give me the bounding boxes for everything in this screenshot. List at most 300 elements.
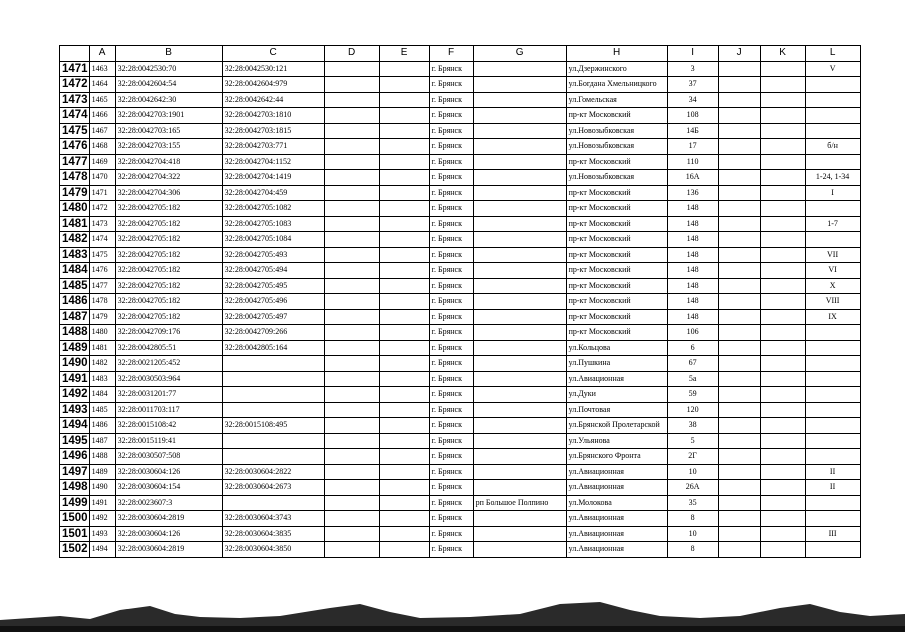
cell-g[interactable] — [473, 402, 566, 418]
row-number[interactable]: 1487 — [60, 309, 90, 325]
cell-f[interactable]: г. Брянск — [429, 309, 473, 325]
cell-h[interactable]: ул.Брянской Пролетарской — [566, 418, 667, 434]
cell-j[interactable] — [718, 108, 760, 124]
cell-f[interactable]: г. Брянск — [429, 495, 473, 511]
cell-e[interactable] — [379, 449, 429, 465]
column-header-e[interactable]: E — [379, 46, 429, 62]
cell-i[interactable]: 136 — [667, 185, 718, 201]
cell-a[interactable]: 1477 — [89, 278, 115, 294]
cell-i[interactable]: 26А — [667, 480, 718, 496]
cell-i[interactable]: 6 — [667, 340, 718, 356]
cell-l[interactable] — [805, 371, 860, 387]
cell-g[interactable]: рп Большое Полпино — [473, 495, 566, 511]
cell-c[interactable]: 32:28:0042704:1152 — [222, 154, 324, 170]
cell-a[interactable]: 1474 — [89, 232, 115, 248]
cell-e[interactable] — [379, 123, 429, 139]
cell-e[interactable] — [379, 511, 429, 527]
cell-b[interactable]: 32:28:0042703:1901 — [115, 108, 222, 124]
cell-k[interactable] — [760, 542, 805, 558]
cell-h[interactable]: ул.Почтовая — [566, 402, 667, 418]
cell-l[interactable] — [805, 387, 860, 403]
cell-g[interactable] — [473, 263, 566, 279]
cell-k[interactable] — [760, 108, 805, 124]
cell-h[interactable]: пр-кт Московский — [566, 278, 667, 294]
cell-g[interactable] — [473, 325, 566, 341]
cell-k[interactable] — [760, 449, 805, 465]
row-number[interactable]: 1500 — [60, 511, 90, 527]
cell-g[interactable] — [473, 480, 566, 496]
cell-i[interactable]: 37 — [667, 77, 718, 93]
cell-h[interactable]: ул.Авиационная — [566, 371, 667, 387]
cell-d[interactable] — [324, 263, 379, 279]
cell-h[interactable]: ул.Авиационная — [566, 480, 667, 496]
cell-g[interactable] — [473, 92, 566, 108]
cell-h[interactable]: пр-кт Московский — [566, 247, 667, 263]
cell-d[interactable] — [324, 526, 379, 542]
cell-c[interactable]: 32:28:0042703:771 — [222, 139, 324, 155]
cell-b[interactable]: 32:28:0042709:176 — [115, 325, 222, 341]
cell-a[interactable]: 1481 — [89, 340, 115, 356]
cell-d[interactable] — [324, 511, 379, 527]
cell-c[interactable]: 32:28:0042705:495 — [222, 278, 324, 294]
cell-h[interactable]: ул.Дуки — [566, 387, 667, 403]
cell-l[interactable]: 1-7 — [805, 216, 860, 232]
cell-h[interactable]: пр-кт Московский — [566, 201, 667, 217]
cell-f[interactable]: г. Брянск — [429, 340, 473, 356]
row-number[interactable]: 1482 — [60, 232, 90, 248]
cell-e[interactable] — [379, 139, 429, 155]
cell-f[interactable]: г. Брянск — [429, 402, 473, 418]
cell-c[interactable]: 32:28:0030604:2673 — [222, 480, 324, 496]
cell-f[interactable]: г. Брянск — [429, 185, 473, 201]
cell-j[interactable] — [718, 387, 760, 403]
cell-c[interactable]: 32:28:0030604:3743 — [222, 511, 324, 527]
cell-f[interactable]: г. Брянск — [429, 511, 473, 527]
cell-k[interactable] — [760, 356, 805, 372]
cell-k[interactable] — [760, 247, 805, 263]
cell-d[interactable] — [324, 139, 379, 155]
cell-c[interactable]: 32:28:0042703:1815 — [222, 123, 324, 139]
cell-j[interactable] — [718, 495, 760, 511]
column-header-g[interactable]: G — [473, 46, 566, 62]
cell-h[interactable]: пр-кт Московский — [566, 232, 667, 248]
cell-g[interactable] — [473, 418, 566, 434]
cell-a[interactable]: 1475 — [89, 247, 115, 263]
row-number[interactable]: 1483 — [60, 247, 90, 263]
cell-j[interactable] — [718, 201, 760, 217]
cell-h[interactable]: ул.Авиационная — [566, 526, 667, 542]
cell-b[interactable]: 32:28:0042703:155 — [115, 139, 222, 155]
cell-f[interactable]: г. Брянск — [429, 154, 473, 170]
cell-h[interactable]: пр-кт Московский — [566, 108, 667, 124]
cell-d[interactable] — [324, 278, 379, 294]
cell-d[interactable] — [324, 340, 379, 356]
row-number[interactable]: 1485 — [60, 278, 90, 294]
cell-d[interactable] — [324, 309, 379, 325]
cell-l[interactable]: II — [805, 464, 860, 480]
row-number[interactable]: 1494 — [60, 418, 90, 434]
cell-a[interactable]: 1494 — [89, 542, 115, 558]
cell-i[interactable]: 148 — [667, 201, 718, 217]
column-header-c[interactable]: C — [222, 46, 324, 62]
cell-b[interactable]: 32:28:0042604:54 — [115, 77, 222, 93]
cell-h[interactable]: пр-кт Московский — [566, 154, 667, 170]
cell-a[interactable]: 1486 — [89, 418, 115, 434]
cell-f[interactable]: г. Брянск — [429, 356, 473, 372]
row-number[interactable]: 1490 — [60, 356, 90, 372]
cell-f[interactable]: г. Брянск — [429, 294, 473, 310]
cell-c[interactable]: 32:28:0042705:494 — [222, 263, 324, 279]
cell-i[interactable]: 8 — [667, 511, 718, 527]
cell-k[interactable] — [760, 526, 805, 542]
cell-e[interactable] — [379, 92, 429, 108]
cell-g[interactable] — [473, 542, 566, 558]
row-number[interactable]: 1498 — [60, 480, 90, 496]
cell-i[interactable]: 120 — [667, 402, 718, 418]
cell-e[interactable] — [379, 61, 429, 77]
cell-i[interactable]: 148 — [667, 247, 718, 263]
cell-h[interactable]: ул.Дзержинского — [566, 61, 667, 77]
cell-b[interactable]: 32:28:0011703:117 — [115, 402, 222, 418]
cell-i[interactable]: 16А — [667, 170, 718, 186]
cell-i[interactable]: 38 — [667, 418, 718, 434]
cell-j[interactable] — [718, 526, 760, 542]
cell-d[interactable] — [324, 480, 379, 496]
cell-l[interactable]: VII — [805, 247, 860, 263]
cell-f[interactable]: г. Брянск — [429, 139, 473, 155]
cell-c[interactable] — [222, 449, 324, 465]
cell-g[interactable] — [473, 139, 566, 155]
cell-b[interactable]: 32:28:0042704:418 — [115, 154, 222, 170]
cell-k[interactable] — [760, 371, 805, 387]
cell-j[interactable] — [718, 232, 760, 248]
cell-c[interactable] — [222, 371, 324, 387]
cell-g[interactable] — [473, 526, 566, 542]
cell-d[interactable] — [324, 449, 379, 465]
cell-g[interactable] — [473, 433, 566, 449]
row-number[interactable]: 1474 — [60, 108, 90, 124]
cell-l[interactable] — [805, 77, 860, 93]
cell-a[interactable]: 1490 — [89, 480, 115, 496]
cell-i[interactable]: 59 — [667, 387, 718, 403]
cell-l[interactable]: II — [805, 480, 860, 496]
cell-l[interactable]: VI — [805, 263, 860, 279]
cell-e[interactable] — [379, 263, 429, 279]
cell-l[interactable]: IX — [805, 309, 860, 325]
cell-b[interactable]: 32:28:0023607:3 — [115, 495, 222, 511]
cell-e[interactable] — [379, 356, 429, 372]
cell-a[interactable]: 1488 — [89, 449, 115, 465]
cell-d[interactable] — [324, 232, 379, 248]
cell-a[interactable]: 1468 — [89, 139, 115, 155]
row-number[interactable]: 1497 — [60, 464, 90, 480]
cell-e[interactable] — [379, 108, 429, 124]
column-header-a[interactable]: A — [89, 46, 115, 62]
cell-j[interactable] — [718, 418, 760, 434]
row-number[interactable]: 1472 — [60, 77, 90, 93]
cell-l[interactable]: V — [805, 61, 860, 77]
cell-a[interactable]: 1465 — [89, 92, 115, 108]
cell-c[interactable] — [222, 433, 324, 449]
cell-d[interactable] — [324, 247, 379, 263]
cell-c[interactable]: 32:28:0030604:2822 — [222, 464, 324, 480]
cell-a[interactable]: 1466 — [89, 108, 115, 124]
cell-i[interactable]: 148 — [667, 216, 718, 232]
row-number[interactable]: 1484 — [60, 263, 90, 279]
cell-e[interactable] — [379, 480, 429, 496]
cell-e[interactable] — [379, 433, 429, 449]
cell-a[interactable]: 1471 — [89, 185, 115, 201]
cell-g[interactable] — [473, 294, 566, 310]
cell-c[interactable]: 32:28:0030604:3835 — [222, 526, 324, 542]
cell-k[interactable] — [760, 232, 805, 248]
cell-b[interactable]: 32:28:0042805:51 — [115, 340, 222, 356]
cell-k[interactable] — [760, 433, 805, 449]
row-number[interactable]: 1488 — [60, 325, 90, 341]
cell-c[interactable]: 32:28:0042704:459 — [222, 185, 324, 201]
cell-j[interactable] — [718, 185, 760, 201]
column-header-rownum[interactable] — [60, 46, 90, 62]
cell-k[interactable] — [760, 402, 805, 418]
cell-e[interactable] — [379, 464, 429, 480]
cell-a[interactable]: 1478 — [89, 294, 115, 310]
cell-g[interactable] — [473, 387, 566, 403]
row-number[interactable]: 1492 — [60, 387, 90, 403]
cell-g[interactable] — [473, 247, 566, 263]
cell-i[interactable]: 108 — [667, 108, 718, 124]
cell-g[interactable] — [473, 449, 566, 465]
row-number[interactable]: 1473 — [60, 92, 90, 108]
cell-k[interactable] — [760, 511, 805, 527]
cell-e[interactable] — [379, 247, 429, 263]
cell-j[interactable] — [718, 402, 760, 418]
cell-d[interactable] — [324, 325, 379, 341]
cell-f[interactable]: г. Брянск — [429, 201, 473, 217]
cell-a[interactable]: 1470 — [89, 170, 115, 186]
cell-g[interactable] — [473, 232, 566, 248]
cell-j[interactable] — [718, 278, 760, 294]
cell-g[interactable] — [473, 185, 566, 201]
cell-h[interactable]: ул.Кольцова — [566, 340, 667, 356]
cell-g[interactable] — [473, 464, 566, 480]
cell-k[interactable] — [760, 495, 805, 511]
cell-e[interactable] — [379, 309, 429, 325]
cell-c[interactable]: 32:28:0042705:497 — [222, 309, 324, 325]
cell-f[interactable]: г. Брянск — [429, 123, 473, 139]
row-number[interactable]: 1493 — [60, 402, 90, 418]
cell-i[interactable]: 2Г — [667, 449, 718, 465]
cell-j[interactable] — [718, 216, 760, 232]
cell-k[interactable] — [760, 340, 805, 356]
cell-c[interactable]: 32:28:0042705:1084 — [222, 232, 324, 248]
cell-j[interactable] — [718, 542, 760, 558]
cell-k[interactable] — [760, 464, 805, 480]
cell-a[interactable]: 1472 — [89, 201, 115, 217]
cell-j[interactable] — [718, 154, 760, 170]
cell-b[interactable]: 32:28:0031201:77 — [115, 387, 222, 403]
cell-f[interactable]: г. Брянск — [429, 216, 473, 232]
cell-c[interactable] — [222, 495, 324, 511]
cell-h[interactable]: пр-кт Московский — [566, 309, 667, 325]
cell-k[interactable] — [760, 418, 805, 434]
cell-a[interactable]: 1469 — [89, 154, 115, 170]
cell-b[interactable]: 32:28:0042705:182 — [115, 201, 222, 217]
cell-l[interactable]: X — [805, 278, 860, 294]
cell-g[interactable] — [473, 309, 566, 325]
cell-l[interactable] — [805, 495, 860, 511]
cell-c[interactable] — [222, 387, 324, 403]
cell-l[interactable] — [805, 154, 860, 170]
cell-h[interactable]: ул.Брянского Фронта — [566, 449, 667, 465]
cell-i[interactable]: 17 — [667, 139, 718, 155]
row-number[interactable]: 1502 — [60, 542, 90, 558]
cell-g[interactable] — [473, 123, 566, 139]
cell-f[interactable]: г. Брянск — [429, 418, 473, 434]
row-number[interactable]: 1480 — [60, 201, 90, 217]
column-header-l[interactable]: L — [805, 46, 860, 62]
cell-f[interactable]: г. Брянск — [429, 92, 473, 108]
cell-h[interactable]: ул.Авиационная — [566, 511, 667, 527]
cell-k[interactable] — [760, 216, 805, 232]
cell-i[interactable]: 5 — [667, 433, 718, 449]
cell-c[interactable]: 32:28:0042705:496 — [222, 294, 324, 310]
cell-c[interactable]: 32:28:0042705:493 — [222, 247, 324, 263]
cell-i[interactable]: 5а — [667, 371, 718, 387]
cell-k[interactable] — [760, 294, 805, 310]
cell-k[interactable] — [760, 154, 805, 170]
cell-k[interactable] — [760, 387, 805, 403]
cell-a[interactable]: 1489 — [89, 464, 115, 480]
cell-f[interactable]: г. Брянск — [429, 247, 473, 263]
cell-l[interactable]: б/н — [805, 139, 860, 155]
cell-b[interactable]: 32:28:0042705:182 — [115, 247, 222, 263]
cell-b[interactable]: 32:28:0042642:30 — [115, 92, 222, 108]
cell-g[interactable] — [473, 511, 566, 527]
cell-b[interactable]: 32:28:0042530:70 — [115, 61, 222, 77]
cell-l[interactable]: 1-24, 1-34 — [805, 170, 860, 186]
cell-d[interactable] — [324, 154, 379, 170]
cell-d[interactable] — [324, 433, 379, 449]
cell-g[interactable] — [473, 216, 566, 232]
cell-f[interactable]: г. Брянск — [429, 449, 473, 465]
row-number[interactable]: 1486 — [60, 294, 90, 310]
cell-k[interactable] — [760, 139, 805, 155]
cell-k[interactable] — [760, 61, 805, 77]
column-header-k[interactable]: K — [760, 46, 805, 62]
cell-l[interactable] — [805, 92, 860, 108]
cell-k[interactable] — [760, 201, 805, 217]
cell-c[interactable]: 32:28:0042705:1082 — [222, 201, 324, 217]
cell-h[interactable]: ул.Новозыбковская — [566, 170, 667, 186]
cell-l[interactable] — [805, 356, 860, 372]
cell-c[interactable] — [222, 356, 324, 372]
cell-f[interactable]: г. Брянск — [429, 371, 473, 387]
cell-c[interactable]: 32:28:0042705:1083 — [222, 216, 324, 232]
cell-g[interactable] — [473, 340, 566, 356]
cell-d[interactable] — [324, 495, 379, 511]
cell-j[interactable] — [718, 464, 760, 480]
cell-c[interactable]: 32:28:0042709:266 — [222, 325, 324, 341]
cell-h[interactable]: ул.Новозыбковская — [566, 139, 667, 155]
cell-f[interactable]: г. Брянск — [429, 170, 473, 186]
cell-a[interactable]: 1467 — [89, 123, 115, 139]
cell-d[interactable] — [324, 542, 379, 558]
cell-j[interactable] — [718, 77, 760, 93]
row-number[interactable]: 1499 — [60, 495, 90, 511]
cell-b[interactable]: 32:28:0042705:182 — [115, 278, 222, 294]
cell-j[interactable] — [718, 92, 760, 108]
cell-i[interactable]: 10 — [667, 526, 718, 542]
cell-l[interactable] — [805, 108, 860, 124]
cell-a[interactable]: 1484 — [89, 387, 115, 403]
cell-b[interactable]: 32:28:0015108:42 — [115, 418, 222, 434]
cell-l[interactable]: VIII — [805, 294, 860, 310]
cell-i[interactable]: 148 — [667, 263, 718, 279]
cell-g[interactable] — [473, 77, 566, 93]
cell-d[interactable] — [324, 356, 379, 372]
cell-f[interactable]: г. Брянск — [429, 278, 473, 294]
cell-l[interactable] — [805, 340, 860, 356]
row-number[interactable]: 1496 — [60, 449, 90, 465]
cell-e[interactable] — [379, 216, 429, 232]
cell-b[interactable]: 32:28:0030507:508 — [115, 449, 222, 465]
cell-d[interactable] — [324, 170, 379, 186]
cell-b[interactable]: 32:28:0021205:452 — [115, 356, 222, 372]
cell-b[interactable]: 32:28:0030604:2819 — [115, 511, 222, 527]
cell-a[interactable]: 1483 — [89, 371, 115, 387]
cell-j[interactable] — [718, 449, 760, 465]
cell-l[interactable] — [805, 449, 860, 465]
row-number[interactable]: 1481 — [60, 216, 90, 232]
cell-j[interactable] — [718, 309, 760, 325]
cell-f[interactable]: г. Брянск — [429, 232, 473, 248]
cell-j[interactable] — [718, 480, 760, 496]
cell-f[interactable]: г. Брянск — [429, 526, 473, 542]
cell-c[interactable] — [222, 402, 324, 418]
cell-e[interactable] — [379, 542, 429, 558]
cell-b[interactable]: 32:28:0042705:182 — [115, 216, 222, 232]
cell-i[interactable]: 67 — [667, 356, 718, 372]
cell-b[interactable]: 32:28:0030604:126 — [115, 464, 222, 480]
row-number[interactable]: 1475 — [60, 123, 90, 139]
column-header-d[interactable]: D — [324, 46, 379, 62]
row-number[interactable]: 1471 — [60, 61, 90, 77]
cell-a[interactable]: 1492 — [89, 511, 115, 527]
cell-e[interactable] — [379, 495, 429, 511]
cell-i[interactable]: 35 — [667, 495, 718, 511]
cell-d[interactable] — [324, 185, 379, 201]
cell-a[interactable]: 1464 — [89, 77, 115, 93]
cell-g[interactable] — [473, 154, 566, 170]
cell-a[interactable]: 1479 — [89, 309, 115, 325]
cell-g[interactable] — [473, 356, 566, 372]
cell-d[interactable] — [324, 464, 379, 480]
cell-j[interactable] — [718, 139, 760, 155]
cell-l[interactable] — [805, 325, 860, 341]
cell-e[interactable] — [379, 278, 429, 294]
cell-l[interactable] — [805, 433, 860, 449]
cell-e[interactable] — [379, 387, 429, 403]
cell-e[interactable] — [379, 77, 429, 93]
cell-k[interactable] — [760, 263, 805, 279]
cell-k[interactable] — [760, 309, 805, 325]
cell-j[interactable] — [718, 371, 760, 387]
cell-k[interactable] — [760, 278, 805, 294]
cell-k[interactable] — [760, 480, 805, 496]
cell-a[interactable]: 1493 — [89, 526, 115, 542]
cell-f[interactable]: г. Брянск — [429, 480, 473, 496]
row-number[interactable]: 1489 — [60, 340, 90, 356]
